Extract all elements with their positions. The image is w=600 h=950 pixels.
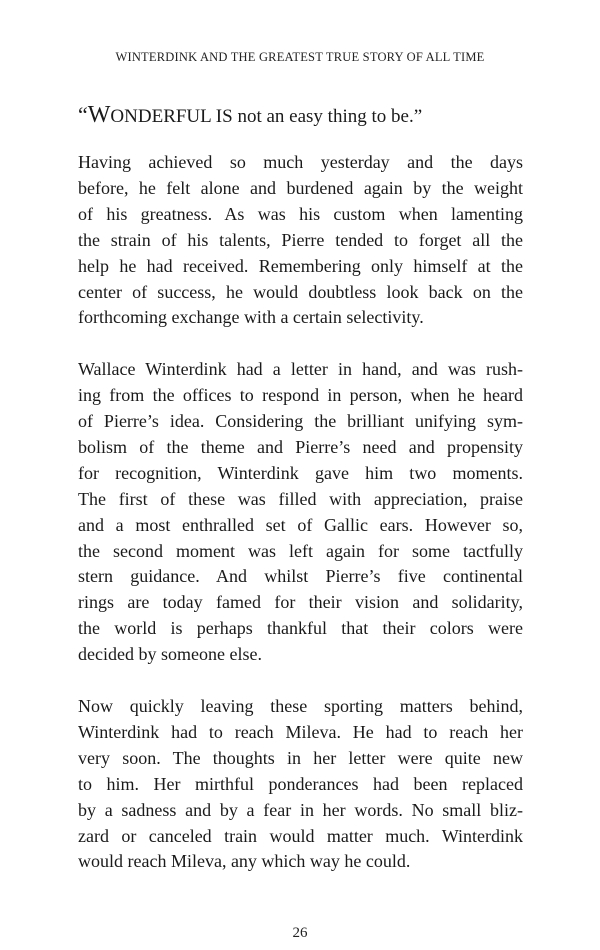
paragraph [78,357,523,668]
paragraph-line: stern guidance. And whilst Pierre’s five continental [78,566,523,587]
paragraph-line: Having achieved so much yesterday and the days [78,152,523,172]
paragraph-line: of Pierre’s idea. Considering the brilliant unifying sym- [78,411,523,432]
opening-small-caps: ONDERFUL IS [110,106,233,127]
paragraph-line: very soon. The thoughts in her letter were quite new [78,747,523,768]
paragraph-line: by a sadness and by a fear in her words. No small bliz- [78,799,523,820]
opening-rest: not an easy thing to be.” [232,106,423,127]
paragraph-line: zard or canceled train would matter much. Winterdink [78,825,523,846]
paragraph-line: would reach Mileva, any which way he could. [78,851,411,872]
paragraph-list [78,150,523,875]
page-body [78,100,523,901]
opening-quote-mark: “ [78,102,88,127]
paragraph-line: Now quickly leaving these sporting matters behind, [78,696,523,716]
paragraph-line: ing from the offices to respond in person, when he heard [78,385,523,406]
paragraph-line: Winterdink had to reach Mileva. He had to reach her [78,721,523,742]
running-head: WINTERDINK AND THE GREATEST TRUE STORY OF ALL TIME [115,50,485,64]
paragraph-line: of his greatness. As was his custom when lamenting [78,203,523,224]
paragraph-line: rings are today famed for their vision and solidarity, [78,592,523,613]
paragraph [78,694,523,875]
paragraph-line: forthcoming exchange with a certain selectivity. [78,307,424,328]
paragraph-line: decided by someone else. [78,644,262,665]
paragraph-line: before, he felt alone and burdened again by the weight [78,177,523,198]
paragraph-line: the world is perhaps thankful that their colors were [78,618,523,639]
opening-initial: W [87,102,111,128]
paragraph-line: help he had received. Remembering only himself at the [78,255,523,276]
paragraph-line: The first of these was filled with appreciation, praise [78,488,523,509]
page-number: 26 [292,925,308,941]
paragraph-line: center of success, he would doubtless look back on the [78,281,523,302]
paragraph-line: Wallace Winterdink had a letter in hand, and was rush- [78,359,523,380]
paragraph-line: bolism of the theme and Pierre’s need and propensity [78,436,523,457]
paragraph-line: the strain of his talents, Pierre tended to forget all the [78,229,523,250]
opening-line [78,100,523,132]
paragraph-line: to him. Her mirthful ponderances had been replaced [78,773,523,794]
paragraph-line: and a most enthralled set of Gallic ears. However so, [78,514,523,535]
paragraph-line: the second moment was left again for some tactfully [78,540,523,561]
paragraph [78,150,523,331]
paragraph-line: for recognition, Winterdink gave him two moments. [78,462,523,483]
